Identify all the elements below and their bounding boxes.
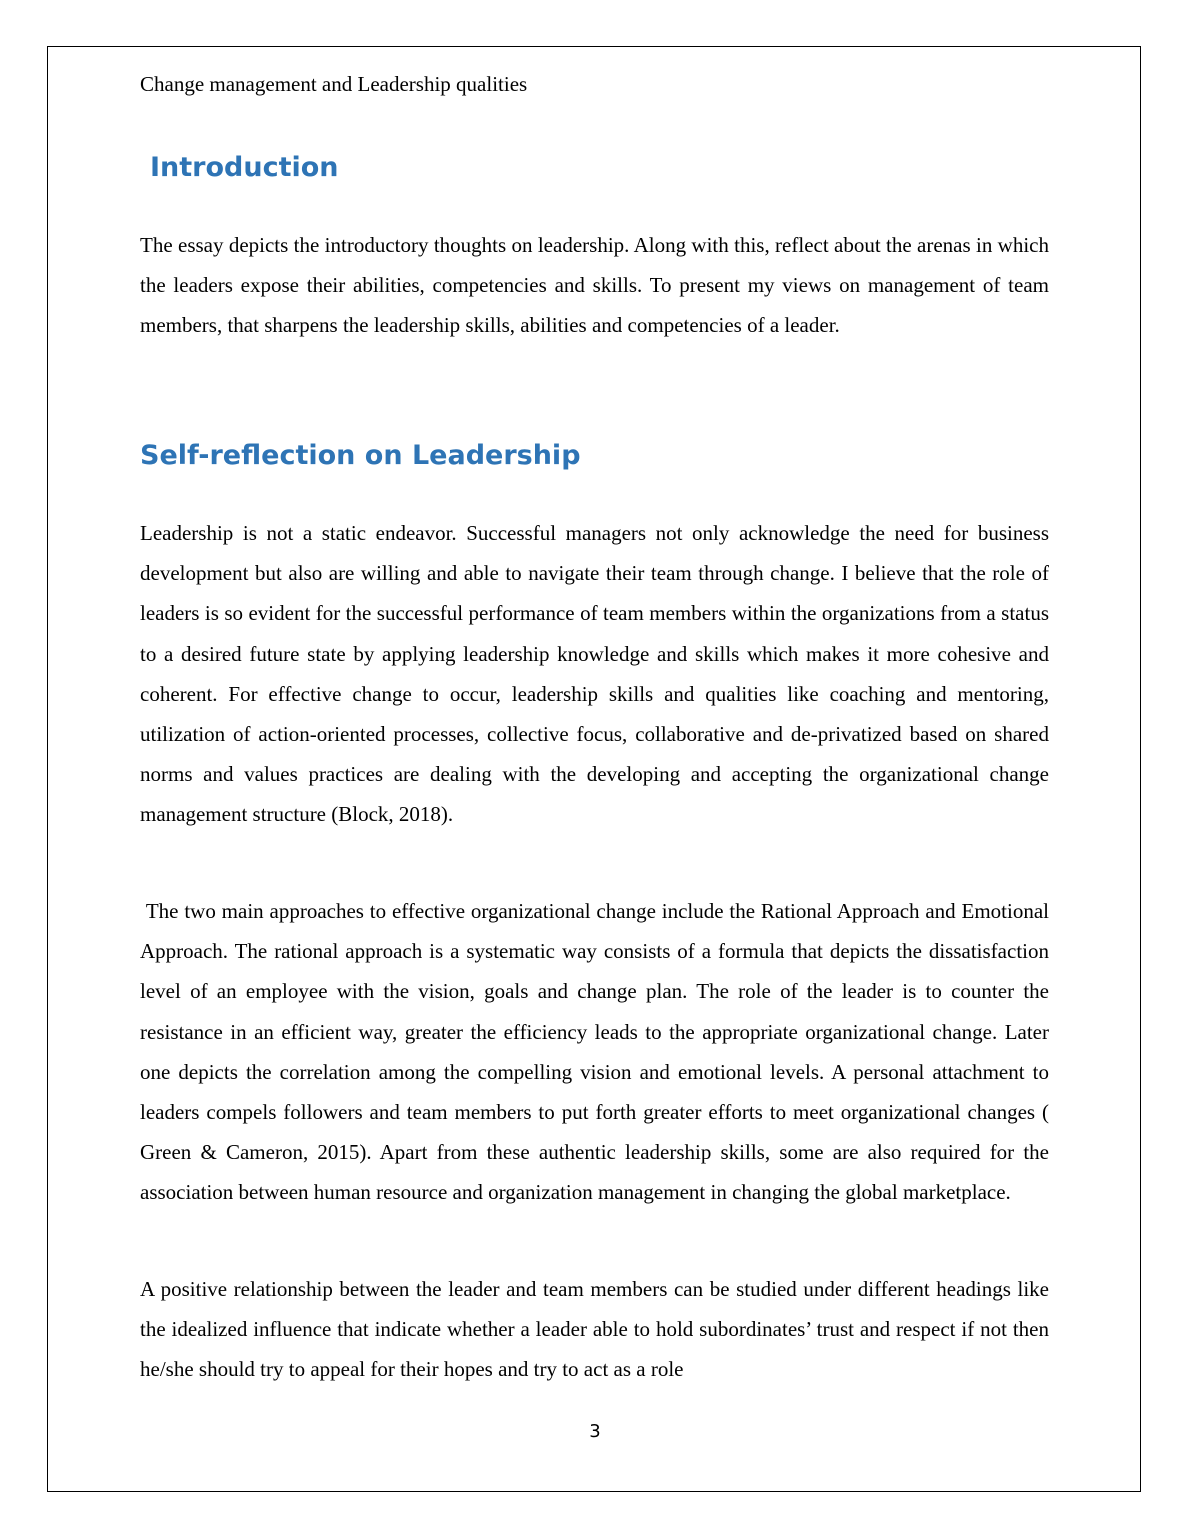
self-reflection-paragraph-1: Leadership is not a static endeavor. Successful managers not only acknowledge the need for business development but also are willing and able to navigate their team through change. I believe that the role of leaders is so evident for the successful performance of team members within the organizations from a status to a desired future state by applying leadership knowledge and skills which makes it more cohesive and coherent. For effective change to occur, leadership skills and qualities like coaching and mentoring, utilization of action-oriented processes, collective focus, collaborative and de-privatized based on shared norms and values practices are dealing with the developing and accepting the organizational change management structure (Block, 2018). — [140, 521, 1049, 827]
running-header: Change management and Leadership qualities — [140, 72, 528, 96]
introduction-paragraph: The essay depicts the introductory thoughts on leadership. Along with this, reflect about the arenas in which the leaders expose their abilities, competencies and skills. To present my views on management of team members, that sharpens the leadership skills, abilities and competencies of a leader. — [140, 233, 1049, 338]
page-number: 3 — [589, 1421, 601, 1442]
self-reflection-heading: Self-reflection on Leadership — [140, 440, 581, 471]
self-reflection-paragraph-2: The two main approaches to effective organizational change include the Rational Approach and Emotional Approach. The rational approach is a systematic way consists of a formula that depicts the dissatisfaction level of an employee with the vision, goals and change plan. The role of the leader is to counter the resistance in an efficient way, greater the efficiency leads to the appropriate organizational change. Later one depicts the correlation among the compelling vision and emotional levels. A personal attachment to leaders compels followers and team members to put forth greater efforts to meet organizational changes ( Green & Cameron, 2015). Apart from these authentic leadership skills, some are also required for the association between human resource and organization management in changing the global marketplace. — [140, 899, 1055, 1205]
self-reflection-paragraph-3: A positive relationship between the leader and team members can be studied under different headings like the idealized influence that indicate whether a leader able to hold subordinates’ trust and respect if not then he/she should try to appeal for their hopes and try to act as a role — [140, 1277, 1049, 1382]
introduction-heading: Introduction — [150, 152, 339, 183]
